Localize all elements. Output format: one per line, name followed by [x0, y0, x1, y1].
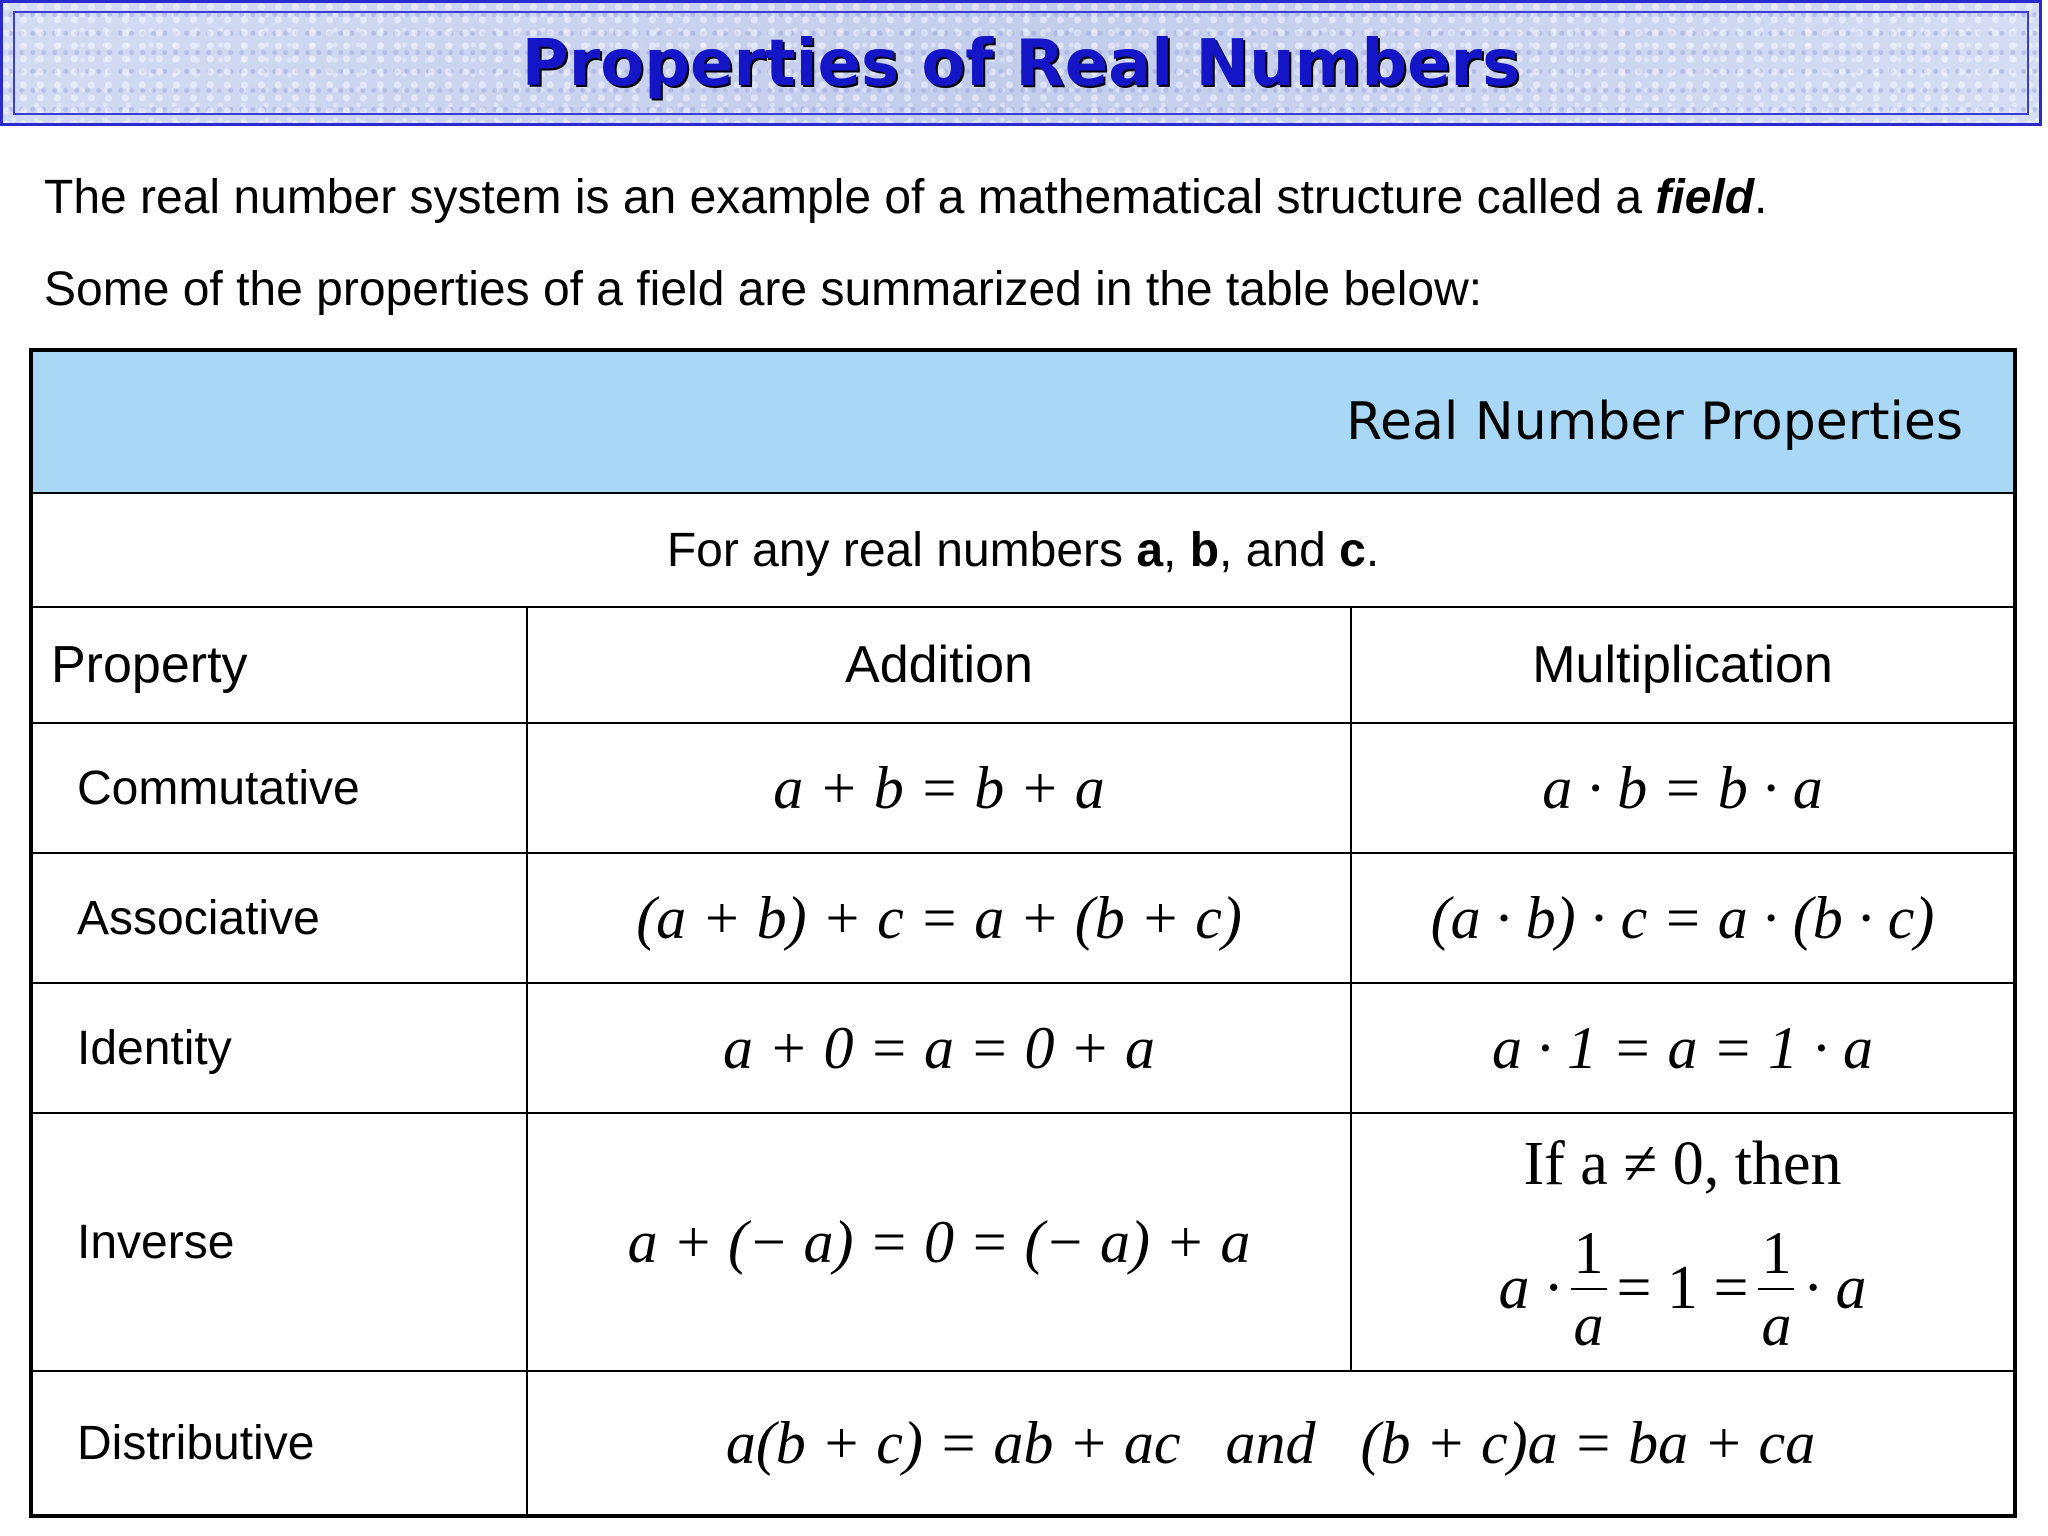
header-multiplication: Multiplication — [1351, 607, 2015, 723]
intro-field-term: field — [1655, 171, 1755, 224]
associative-multiplication: (a · b) · c = a · (b · c) — [1351, 853, 2015, 983]
property-name-inverse: Inverse — [31, 1113, 527, 1371]
inverse-rhs: · a — [1804, 1254, 1867, 1322]
inverse-multiplication — [1351, 1113, 2015, 1371]
page-title: Properties of Real Numbers — [521, 27, 1521, 101]
reciprocal-fraction-right — [1758, 1219, 1794, 1358]
fraction-bar — [1571, 1288, 1607, 1290]
table-subtitle — [31, 493, 2015, 607]
subtitle-text: For any real numbers — [666, 523, 1137, 577]
subtitle-var-a: a — [1136, 523, 1164, 577]
property-name-identity: Identity — [31, 983, 527, 1113]
property-name-distributive: Distributive — [31, 1371, 527, 1516]
fraction-numerator: 1 — [1761, 1219, 1792, 1286]
commutative-addition: a + b = b + a — [527, 723, 1351, 853]
commutative-multiplication: a · b = b · a — [1351, 723, 2015, 853]
table-row — [31, 1113, 2015, 1371]
table-row — [31, 723, 2015, 853]
inverse-mid: = 1 = — [1616, 1254, 1749, 1322]
fraction-denominator: a — [1573, 1291, 1604, 1358]
fraction-denominator: a — [1761, 1291, 1792, 1358]
intro-line-2: Some of the properties of a field are summarized in the table below: — [44, 263, 1483, 316]
identity-multiplication: a · 1 = a = 1 · a — [1351, 983, 2015, 1113]
header-property: Property — [31, 607, 527, 723]
reciprocal-fraction-left — [1571, 1219, 1607, 1358]
distributive-formula: a(b + c) = ab + ac and (b + c)a = ba + ca — [527, 1371, 2015, 1516]
inverse-lhs: a · — [1498, 1254, 1561, 1322]
header-row — [31, 607, 2015, 723]
identity-addition: a + 0 = a = 0 + a — [527, 983, 1351, 1113]
table-row — [31, 1371, 2015, 1516]
inverse-condition: If a ≠ 0, then — [1523, 1129, 1842, 1198]
table-caption: Real Number Properties — [31, 350, 2015, 493]
fraction-numerator: 1 — [1573, 1219, 1604, 1286]
table-row — [31, 983, 2015, 1113]
intro-line-1-text: The real number system is an example of a mathematical structure called a — [44, 171, 1656, 224]
inverse-equation — [1498, 1219, 1867, 1358]
property-name-commutative: Commutative — [31, 723, 527, 853]
header-addition: Addition — [527, 607, 1351, 723]
subtitle-sep-2: , and — [1219, 523, 1340, 577]
property-name-associative: Associative — [31, 853, 527, 983]
inverse-addition: a + (− a) = 0 = (− a) + a — [527, 1113, 1351, 1371]
subtitle-sep-1: , — [1163, 523, 1190, 577]
title-banner — [0, 0, 2042, 126]
associative-addition: (a + b) + c = a + (b + c) — [527, 853, 1351, 983]
subtitle-var-c: c — [1339, 523, 1366, 577]
properties-table — [29, 348, 2017, 1518]
table-row — [31, 853, 2015, 983]
intro-line-1 — [44, 170, 1767, 226]
subtitle-end: . — [1365, 523, 1380, 577]
fraction-bar — [1758, 1288, 1794, 1290]
subtitle-var-b: b — [1189, 523, 1220, 577]
intro-line-1-end: . — [1754, 171, 1768, 224]
